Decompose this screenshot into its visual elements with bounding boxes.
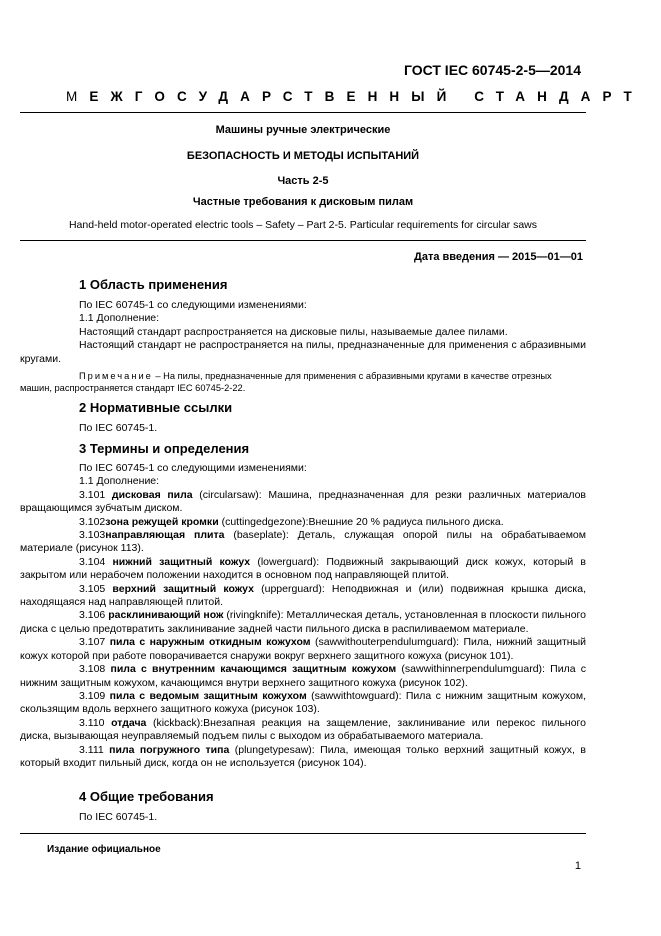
- paragraph: 1.1 Дополнение:: [79, 312, 160, 325]
- term-definition: 3.106 расклинивающий нож (rivingknife): Металлическая деталь, установленная в плоскости пильного диска с целью предотвратить заклинивание задней части пильного диска в распиливаемом материале.: [20, 609, 586, 635]
- term-definition: 3.101 дисковая пила (circularsaw): Машина, предназначенная для резки различных материалов вращающимся зубчатым диском.: [20, 488, 587, 515]
- section-4-body: [20, 811, 586, 824]
- paragraph: По IEC 60745-1 со следующими изменениями:: [79, 299, 307, 311]
- paragraph: По IEC 60745-1.: [79, 422, 158, 434]
- english-title: Hand-held motor-operated electric tools – Safety – Part 2-5. Particular requirements for circular saws: [68, 219, 538, 231]
- term-definition: 3.111 пила погружного типа (plungetypesaw): Пила, имеющая только верхний защитный кожух, в который входит пильный диск, когда он не используется (рисунок 104).: [20, 743, 586, 769]
- paragraph: По IEC 60745-1.: [79, 811, 158, 823]
- paragraph: Настоящий стандарт распространяется на дисковые пилы, называемые далее пилами.: [79, 325, 508, 338]
- title-line-2: БЕЗОПАСНОСТЬ И МЕТОДЫ ИСПЫТАНИЙ: [186, 150, 420, 162]
- banner-rest: ЕЖГОСУДАРСТВЕННЫЙ СТАНДАРТ: [89, 89, 644, 104]
- banner-divider: [20, 112, 586, 113]
- section-2-heading: 2 Нормативные ссылки: [79, 400, 233, 415]
- section-1-heading: 1 Область применения: [79, 277, 228, 292]
- term-definition: 3.110 отдача (kickback):Внезапная реакция на защемление, заклинивание или перекос пильного диска, вызывающая неуправляемый подъем пилы с выходом из обрабатываемого материала.: [20, 716, 586, 743]
- title-line-3: Часть 2-5: [277, 175, 329, 187]
- note: [20, 370, 586, 394]
- term-definition: 3.108 пила с внутренним качающимся защитным кожухом (sawwithinnerpendulumguard): Пила с нижним защитным кожухом, качающимся внутри верхнего защитного кожуха (рисунок 102).: [20, 663, 586, 689]
- document-code: ГОСТ IEC 60745-2-5—2014: [403, 62, 581, 78]
- term-definition: 3.103направляющая плита (baseplate): Деталь, служащая опорой пилы на обрабатываемом материале (рисунок 113).: [20, 529, 586, 555]
- term-definition: 3.109 пила с ведомым защитным кожухом (sawwithtowguard): Пила с нижним защитным кожухом, скользящим вдоль верхнего защитного кожуха (рисунок 103).: [20, 689, 586, 716]
- paragraph: Настоящий стандарт не распространяется на пилы, предназначенные для применения с абразивными кругами.: [20, 339, 586, 365]
- section-3-heading: 3 Термины и определения: [79, 441, 250, 456]
- banner-first-letter: М: [66, 89, 90, 104]
- page-number: 1: [574, 860, 581, 872]
- title-line-4: Частные требования к дисковым пилам: [192, 196, 414, 208]
- section-4-heading: 4 Общие требования: [79, 789, 214, 804]
- term-definition: 3.107 пила с наружным откидным кожухом (sawwithouterpendulumguard): Пила, нижний защитный кожух которой при работе поворачивается снаружи вокруг верхнего защитного кожуха (рисунок 101).: [20, 636, 586, 662]
- paragraph: 1.1 Дополнение:: [79, 475, 160, 488]
- interstate-standard-banner: [66, 89, 644, 104]
- note-text: – На пилы, предназначенные для применения с абразивными кругами в качестве отрезных машин, распространяется стандарт IEC 60745-2-22.: [20, 371, 552, 393]
- introduction-date: Дата введения — 2015—01—01: [414, 251, 583, 263]
- term-definition: 3.105 верхний защитный кожух (upperguard): Неподвижная и (или) подвижная крышка диска, находящаяся над направляющей плитой.: [20, 582, 586, 609]
- section-3-body: [20, 462, 586, 770]
- official-edition-label: Издание официальное: [47, 844, 161, 855]
- title-line-1: Машины ручные электрические: [215, 124, 391, 136]
- paragraph: По IEC 60745-1 со следующими изменениями:: [79, 462, 307, 474]
- term-definition: 3.102зона режущей кромки (cuttingedgezone):Внешние 20 % радиуса пильного диска.: [79, 515, 504, 528]
- term-definition: 3.104 нижний защитный кожух (lowerguard): Подвижный закрывающий диск кожух, который в закрытом или нерабочем положении находится в основном под направляющей плитой.: [20, 555, 586, 582]
- section-1-body: [20, 299, 586, 366]
- note-label: Примечание: [79, 371, 153, 381]
- title-divider: [20, 240, 586, 241]
- footer-divider: [20, 833, 586, 834]
- section-2-body: [20, 422, 586, 435]
